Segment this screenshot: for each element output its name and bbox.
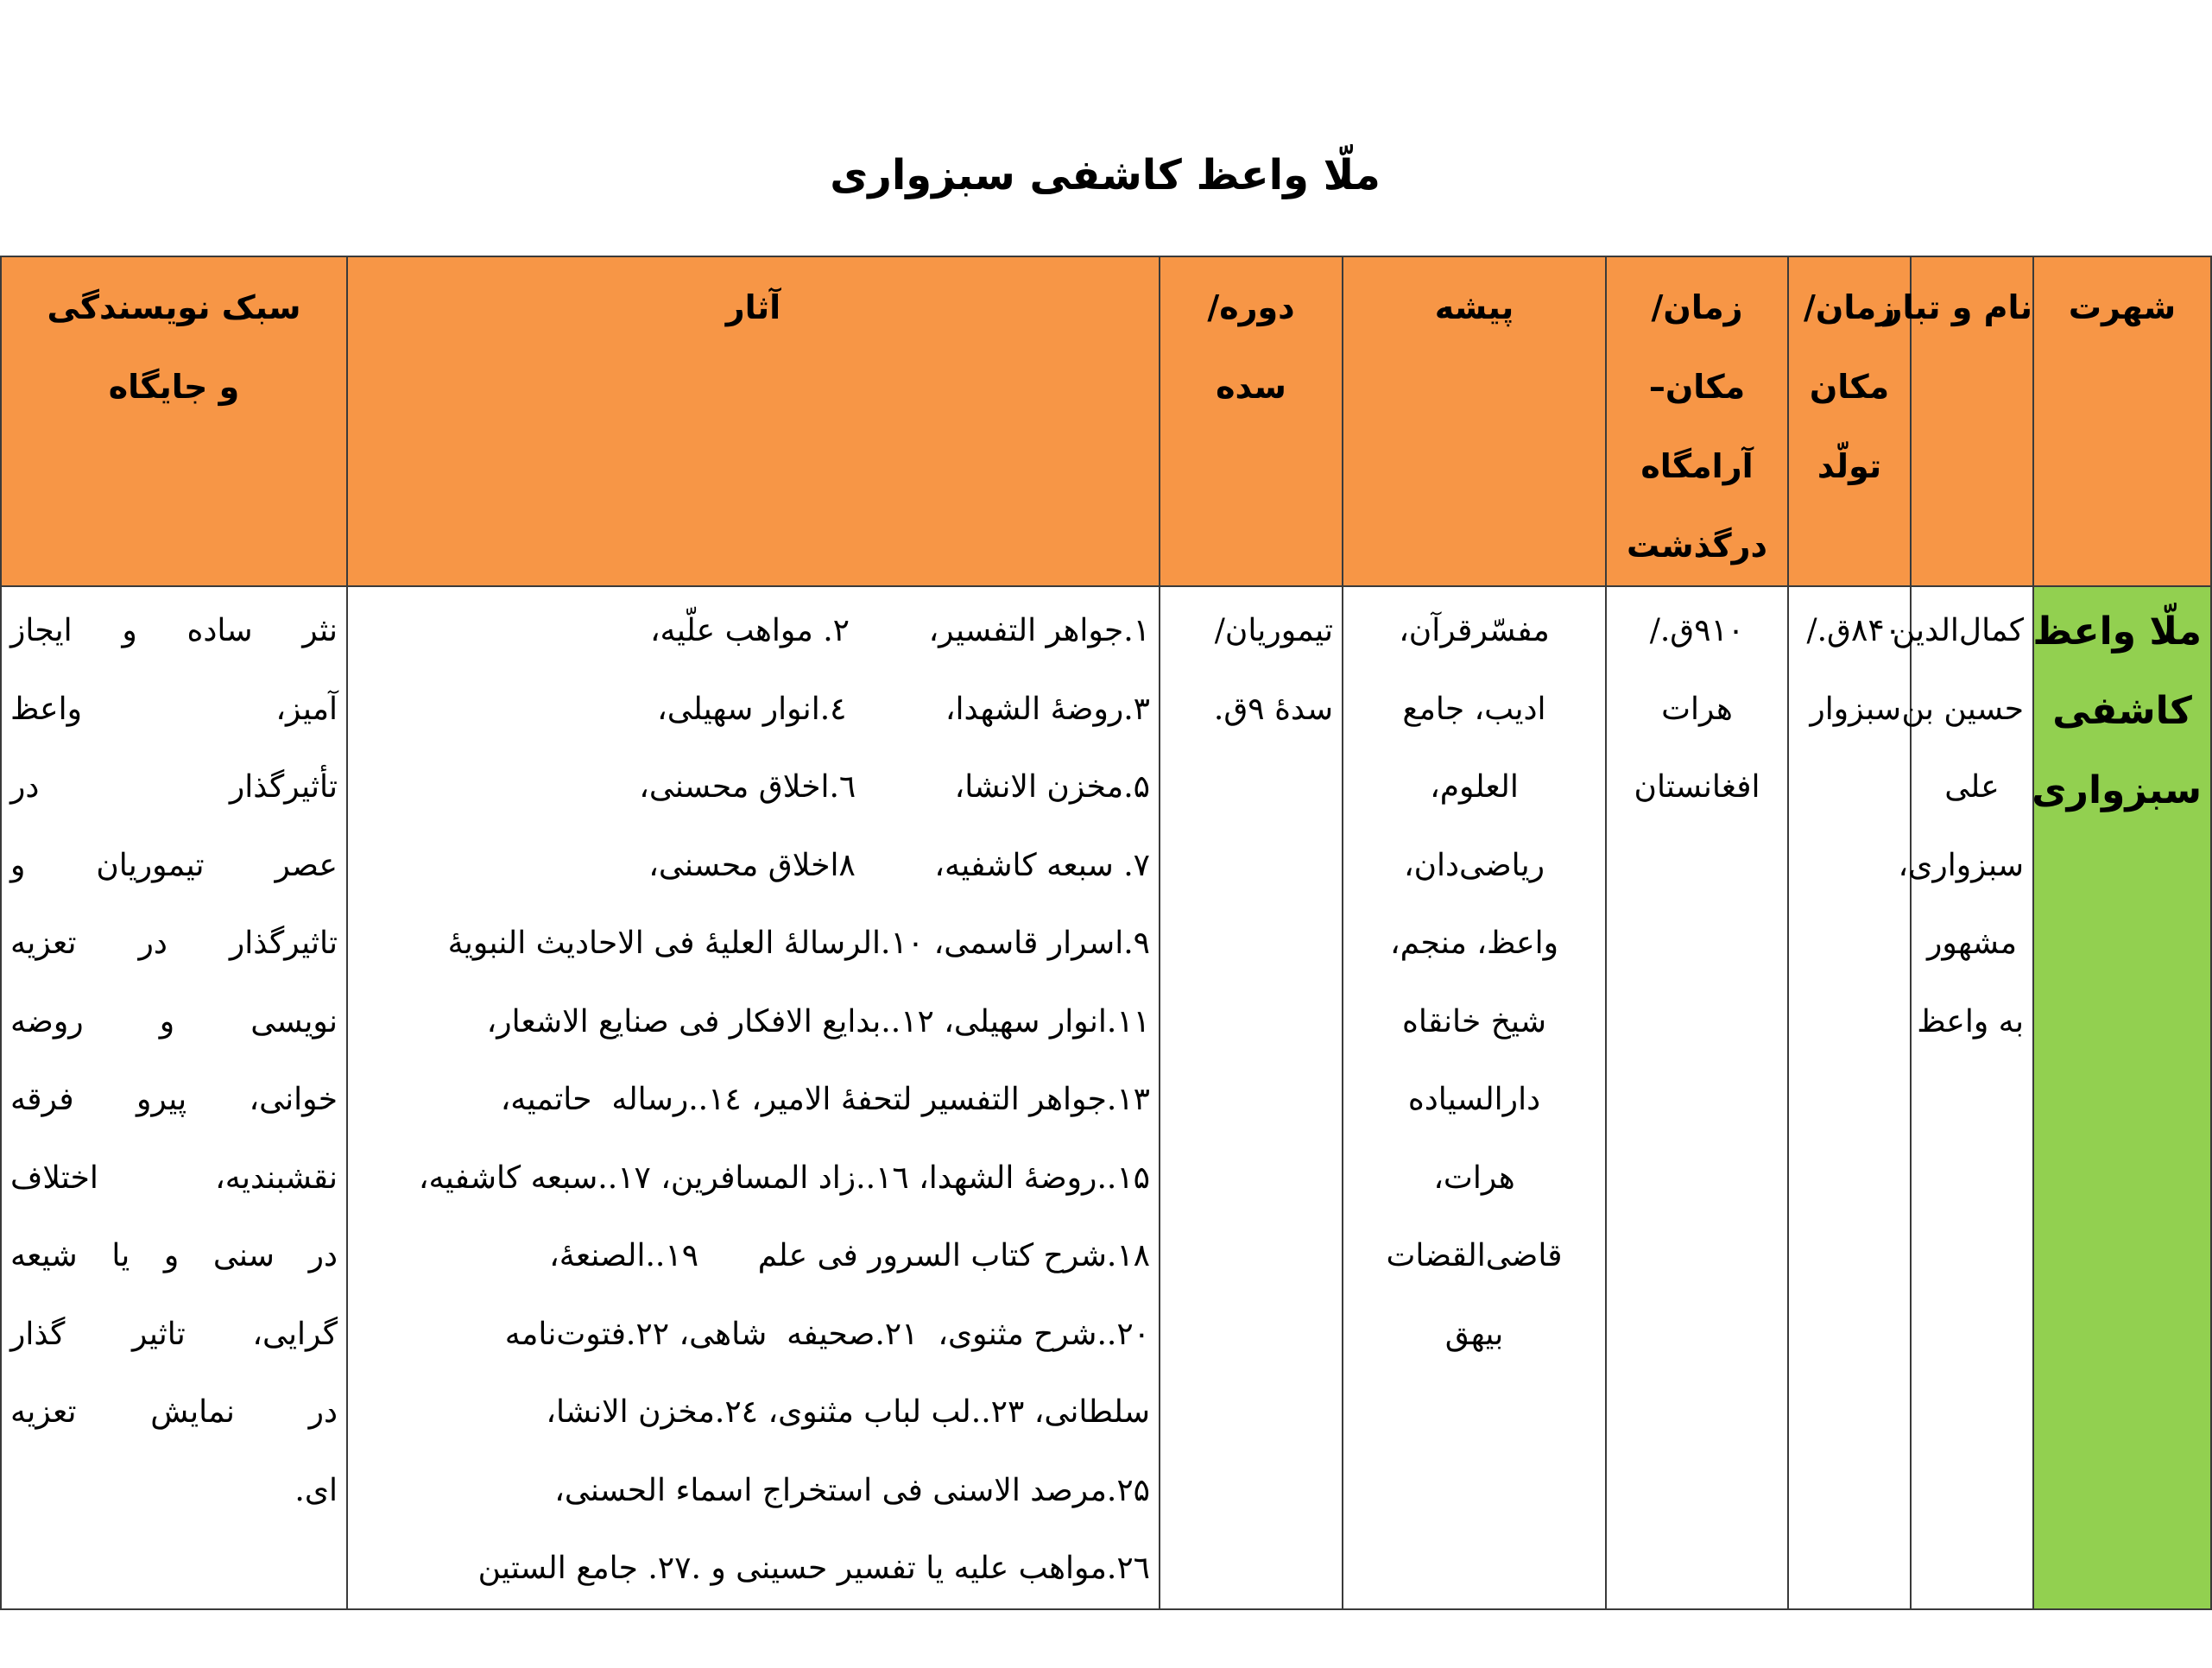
- header-name: [1883, 256, 2033, 586]
- profession-line: قاضی‌القضات: [1386, 1238, 1563, 1273]
- name-line: کمال‌الدین: [1892, 613, 2024, 648]
- header-death: [1606, 256, 1788, 586]
- fame-line: ملّا واعظ: [2032, 610, 2202, 654]
- style-line: در سنی و یا شیعه: [10, 1238, 338, 1273]
- period-line: سدۀ ۹ق.: [1213, 691, 1333, 727]
- header-works: [347, 256, 1160, 586]
- style-line: عصر تیموریان و: [10, 847, 338, 883]
- style-line: نقشبندیه، اختلاف: [10, 1159, 338, 1196]
- works-line: ۲۵.مرصد الاسنی فی استخراج اسماء الحسنی،: [554, 1472, 1150, 1508]
- header-line: سده: [1216, 368, 1286, 406]
- header-line: آرامگاه: [1640, 447, 1754, 485]
- works-line: ۱.جواهر التفسیر، ۲. مواهب علّیه،: [649, 613, 1150, 648]
- header-line: و جایگاه: [108, 368, 240, 406]
- header-line: درگذشت: [1626, 527, 1768, 565]
- works-line: ۲٦.مواهب علیه یا تفسیر حسینی و .۲۷. جامع الستین: [477, 1551, 1150, 1586]
- header-line: آثار: [725, 288, 781, 326]
- profession-line: العلوم،: [1430, 769, 1519, 805]
- works-line: ۹.اسرار قاسمی، ۱۰.الرسالۀ العلیۀ فی الاحادیث النبویۀ: [447, 926, 1150, 961]
- header-line: سبک نویسندگی: [47, 288, 301, 326]
- cell-works: [347, 586, 1160, 1609]
- birth-line: ۸۴۰ق./: [1806, 613, 1901, 648]
- header-line: زمان/: [1804, 288, 1895, 326]
- birth-line: سبزوار: [1810, 691, 1901, 727]
- name-line: علی: [1944, 769, 2000, 805]
- style-line: در نمایش تعزیه: [10, 1394, 338, 1430]
- profession-line: بیهق: [1444, 1316, 1504, 1352]
- works-line: ۳.روضۀ الشهدا، ٤.انوار سهیلی،: [657, 691, 1150, 727]
- style-line: گرایی، تاثیر گذار: [10, 1316, 338, 1352]
- header-style: [1, 256, 347, 586]
- header-line: زمان/: [1651, 288, 1743, 326]
- header-birth: [1788, 256, 1911, 586]
- header-line: مکان: [1809, 368, 1890, 406]
- cell-name: [1892, 586, 2033, 1609]
- header-period: [1160, 256, 1343, 586]
- works-line: ۷. سبعه کاشفیه، ۸اخلاق محسنی،: [648, 847, 1150, 883]
- header-profession: [1343, 256, 1606, 586]
- fame-line: کاشفی: [2052, 689, 2192, 733]
- header-line: پیشه: [1434, 288, 1514, 326]
- name-line: به واعظ: [1917, 1003, 2024, 1039]
- death-line: افغانستان: [1634, 769, 1760, 805]
- header-fame: [2033, 256, 2211, 586]
- name-line: سبزواری،: [1898, 847, 2024, 883]
- works-line: سلطانی، ۲۳..لب لباب مثنوی، ٢٤.مخزن الانشا،: [546, 1394, 1150, 1430]
- profession-line: ادیب، جامع: [1402, 691, 1546, 727]
- profession-line: ریاضی‌دان،: [1403, 847, 1545, 883]
- style-line: نثر ساده و ایجاز: [10, 613, 338, 648]
- fame-line: سبزواری: [2032, 768, 2202, 812]
- style-line: ای.: [294, 1472, 338, 1508]
- header-line: تولّد: [1817, 447, 1882, 485]
- biography-table: [0, 256, 2212, 1610]
- table-row: [1, 586, 2211, 1609]
- works-line: ۱۱.انوار سهیلی، ۱۲..بدایع الافکار فی صنایع الاشعار،: [486, 1003, 1150, 1039]
- death-line: هرات: [1661, 691, 1733, 727]
- style-line: تاثیرگذار در تعزیه: [10, 926, 338, 961]
- cell-period: [1160, 586, 1343, 1609]
- style-line: نویسی و روضه: [10, 1003, 338, 1039]
- works-line: ۱۳.جواهر التفسیر لتحفۀ الامیر، ١٤..رساله حاتمیه،: [500, 1082, 1150, 1117]
- header-line: شهرت: [2068, 288, 2177, 326]
- page-title: ملّا واعظ کاشفی سبزواری: [830, 151, 1381, 199]
- death-line: ۹۱۰ق./: [1649, 613, 1745, 648]
- name-line: حسین بن: [1901, 691, 2024, 727]
- profession-line: هرات،: [1433, 1159, 1515, 1196]
- profession-line: دارالسیاده: [1407, 1082, 1541, 1117]
- header-line: نام و تبار: [1883, 288, 2032, 326]
- works-line: ۱۵..روضۀ الشهدا، ۱٦..زاد المسافرین، ۱۷..سبعه کاشفیه،: [418, 1159, 1150, 1196]
- period-line: تیموریان/: [1214, 613, 1333, 648]
- style-line: خوانی، پیرو فرقه: [10, 1082, 338, 1117]
- cell-profession: [1343, 586, 1606, 1609]
- header-line: مکان–: [1648, 368, 1746, 406]
- cell-style: [1, 586, 347, 1609]
- works-line: ۲۰..شرح مثنوی، ۲۱.صحیفه شاهی، ۲۲.فتوت‌نامه: [504, 1316, 1150, 1352]
- cell-death: [1606, 586, 1788, 1609]
- cell-birth: [1788, 586, 1911, 1609]
- cell-fame: [2033, 586, 2211, 1609]
- works-line: ۱۸.شرح کتاب السرور فی علم ۱۹..الصنعۀ،: [549, 1238, 1150, 1273]
- profession-line: واعظ، منجم،: [1389, 926, 1559, 961]
- style-line: آمیز، واعظ: [10, 691, 338, 727]
- style-line: تأثیرگذار در: [10, 769, 338, 805]
- header-row: [1, 256, 2211, 586]
- profession-line: شیخ خانقاه: [1402, 1003, 1546, 1039]
- works-line: ۵.مخزن الانشا، ٦.اخلاق محسنی،: [639, 769, 1150, 805]
- name-line: مشهور: [1927, 926, 2017, 961]
- header-line: دوره/: [1207, 288, 1295, 326]
- profession-line: مفسّرقرآن،: [1399, 613, 1550, 648]
